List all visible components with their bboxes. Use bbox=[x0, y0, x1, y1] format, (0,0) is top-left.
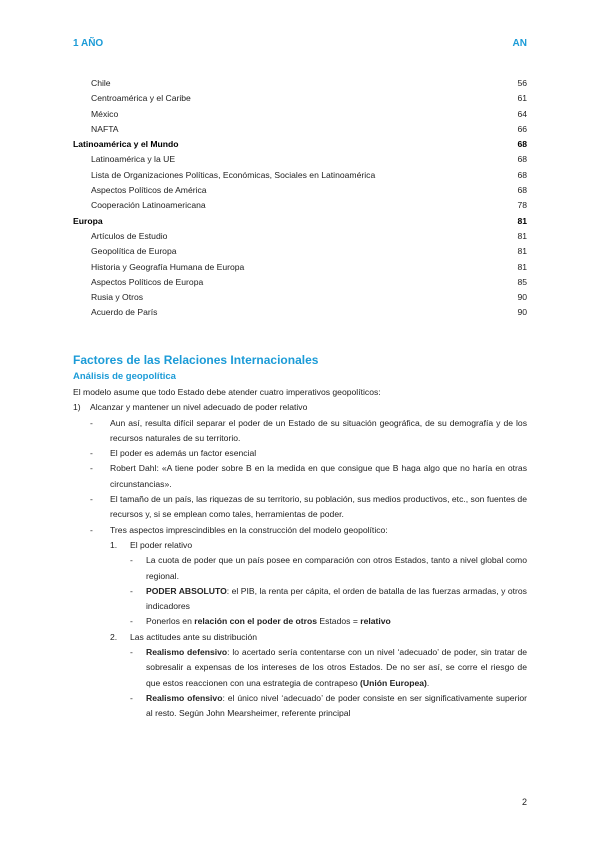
list-marker: - bbox=[90, 448, 93, 459]
intro-paragraph: El modelo asume que todo Estado debe atender cuatro imperativos geopolíticos: bbox=[73, 387, 381, 397]
toc-entry-label: NAFTA bbox=[91, 123, 119, 134]
list-item bbox=[73, 691, 527, 722]
list-item bbox=[73, 416, 527, 447]
toc-entry-page: 78 bbox=[517, 200, 527, 211]
section-title: Factores de las Relaciones Internacionales bbox=[73, 353, 319, 367]
toc-entry-label: Chile bbox=[91, 78, 111, 88]
list-item-text: Aun así, resulta difícil separar el poder de un Estado de su situación geográfica, de su demografía y de los recursos naturales de su territorio. bbox=[110, 417, 527, 443]
list-marker: 1. bbox=[110, 539, 118, 550]
bold-term: (Unión Europea) bbox=[360, 677, 427, 688]
list-marker: - bbox=[90, 524, 93, 535]
toc-entry-label: Europa bbox=[73, 215, 103, 226]
text-run: : el PIB, la renta per cápita, el orden de batalla de las fuerzas armadas, y otros indicadores bbox=[146, 585, 527, 612]
list-item-text: Alcanzar y mantener un nivel adecuado de poder relativo bbox=[90, 402, 308, 413]
text-run: Ponerlos en bbox=[146, 616, 195, 627]
list-item bbox=[73, 630, 527, 645]
toc-entry[interactable] bbox=[73, 122, 527, 137]
list-marker: - bbox=[130, 585, 133, 596]
bold-term: Realismo defensivo bbox=[146, 647, 228, 658]
toc-entry[interactable] bbox=[73, 76, 527, 91]
text-run: Estados = bbox=[317, 616, 361, 627]
list-marker: - bbox=[90, 417, 93, 428]
toc-entry-label: Latinoamérica y el Mundo bbox=[73, 139, 179, 150]
toc-entry[interactable] bbox=[73, 91, 527, 106]
toc-entry[interactable] bbox=[73, 305, 527, 320]
list-item-text: El tamaño de un país, las riquezas de su territorio, su población, sus medios productivos, etc., son fuentes de recursos y, si se emplean como tales, herramientas de poder. bbox=[110, 494, 527, 520]
toc-entry-label: Centroamérica y el Caribe bbox=[91, 93, 191, 104]
list-marker: - bbox=[130, 692, 133, 703]
list-marker: - bbox=[130, 555, 133, 566]
list-marker: 1) bbox=[73, 402, 81, 413]
list-item-text bbox=[146, 584, 527, 615]
bold-term: relación con el poder de otros bbox=[194, 616, 317, 627]
list-item-text: Las actitudes ante su distribución bbox=[130, 631, 258, 642]
list-item bbox=[73, 614, 527, 629]
toc-entry[interactable] bbox=[73, 107, 527, 122]
toc-entry-label: Geopolítica de Europa bbox=[91, 246, 177, 257]
toc-entry-label: Acuerdo de París bbox=[91, 307, 158, 318]
text-run: : el único nivel ‘adecuado’ de poder consiste en ser significativamente superior al resto. Según John Mearsheimer, referente principal bbox=[146, 692, 527, 719]
toc-entry-page: 56 bbox=[517, 78, 527, 88]
toc-entry-label: Latinoamérica y la UE bbox=[91, 154, 176, 165]
list-marker: - bbox=[90, 463, 93, 474]
bold-term: PODER ABSOLUTO bbox=[146, 585, 227, 596]
section-subtitle: Análisis de geopolítica bbox=[73, 371, 176, 382]
toc-entry-label: México bbox=[91, 108, 119, 119]
list-item-text: El poder relativo bbox=[130, 539, 193, 550]
toc-entry-page: 68 bbox=[517, 185, 527, 196]
list-item-text bbox=[146, 614, 527, 629]
table-of-contents bbox=[73, 76, 527, 321]
toc-entry-page: 85 bbox=[517, 276, 527, 287]
toc-entry[interactable] bbox=[73, 183, 527, 198]
list-marker: - bbox=[90, 494, 93, 505]
toc-entry-page: 68 bbox=[517, 169, 527, 180]
list-item-text: La cuota de poder que un país posee en comparación con otros Estados, tanto a nivel global como regional. bbox=[146, 555, 527, 581]
toc-entry-page: 68 bbox=[517, 139, 527, 150]
toc-entry-page: 68 bbox=[517, 154, 527, 165]
list-item-text: Robert Dahl: «A tiene poder sobre B en la medida en que consigue que B haga algo que no haría en otras circunstancias». bbox=[110, 463, 527, 489]
toc-entry-page: 81 bbox=[517, 230, 527, 241]
toc-entry[interactable] bbox=[73, 168, 527, 183]
toc-section[interactable] bbox=[73, 137, 527, 152]
toc-entry-label: Aspectos Políticos de Europa bbox=[91, 276, 204, 287]
toc-entry-label: Artículos de Estudio bbox=[91, 230, 168, 241]
list-item bbox=[73, 492, 527, 523]
toc-entry[interactable] bbox=[73, 244, 527, 259]
bold-term: Realismo ofensivo bbox=[146, 692, 223, 703]
list-item bbox=[73, 400, 527, 415]
toc-section[interactable] bbox=[73, 214, 527, 229]
main-content bbox=[73, 352, 527, 722]
text-run: . bbox=[426, 677, 430, 688]
toc-entry[interactable] bbox=[73, 260, 527, 275]
toc-entry-page: 81 bbox=[517, 215, 527, 226]
list-item-text: El poder es además un factor esencial bbox=[110, 448, 257, 459]
list-item bbox=[73, 584, 527, 615]
list-item bbox=[73, 461, 527, 492]
list-item-text: Tres aspectos imprescindibles en la construcción del modelo geopolítico: bbox=[110, 524, 388, 535]
page-number: 2 bbox=[521, 797, 527, 807]
page-header-right: AN bbox=[512, 38, 527, 49]
list-item bbox=[73, 553, 527, 584]
toc-entry[interactable] bbox=[73, 152, 527, 167]
list-item bbox=[73, 645, 527, 691]
list-item bbox=[73, 446, 527, 461]
toc-entry-page: 61 bbox=[517, 93, 527, 104]
toc-entry-page: 90 bbox=[517, 292, 527, 303]
toc-entry-page: 81 bbox=[517, 261, 527, 272]
list-marker: - bbox=[130, 647, 133, 658]
toc-entry[interactable] bbox=[73, 275, 527, 290]
list-marker: 2. bbox=[110, 631, 118, 642]
list-marker: - bbox=[130, 616, 133, 627]
toc-entry-page: 90 bbox=[517, 307, 527, 318]
toc-entry[interactable] bbox=[73, 229, 527, 244]
page-header-left: 1 AÑO bbox=[73, 38, 104, 49]
toc-entry[interactable] bbox=[73, 290, 527, 305]
toc-entry-label: Aspectos Políticos de América bbox=[91, 185, 207, 196]
toc-entry-label: Historia y Geografía Humana de Europa bbox=[91, 261, 245, 272]
text-run: : lo acertado sería contentarse con un nivel ‘adecuado’ de poder, sin tratar de sobresalir a expensas de los intereses de los otros Estados. De no ser así, se corre el riesgo de que estos reaccionen con una estrategia de contrapeso bbox=[146, 647, 527, 688]
toc-entry[interactable] bbox=[73, 198, 527, 213]
toc-entry-page: 64 bbox=[517, 108, 527, 119]
toc-entry-label: Cooperación Latinoamericana bbox=[91, 200, 206, 211]
list-item bbox=[73, 523, 527, 538]
list-item bbox=[73, 538, 527, 553]
toc-entry-page: 66 bbox=[517, 123, 527, 134]
toc-entry-label: Lista de Organizaciones Políticas, Económicas, Sociales en Latinoamérica bbox=[91, 169, 376, 180]
list-item-text bbox=[146, 645, 527, 691]
bold-term: relativo bbox=[360, 616, 391, 627]
toc-entry-page: 81 bbox=[517, 246, 527, 257]
list-item-text bbox=[146, 691, 527, 722]
toc-entry-label: Rusia y Otros bbox=[91, 292, 144, 303]
